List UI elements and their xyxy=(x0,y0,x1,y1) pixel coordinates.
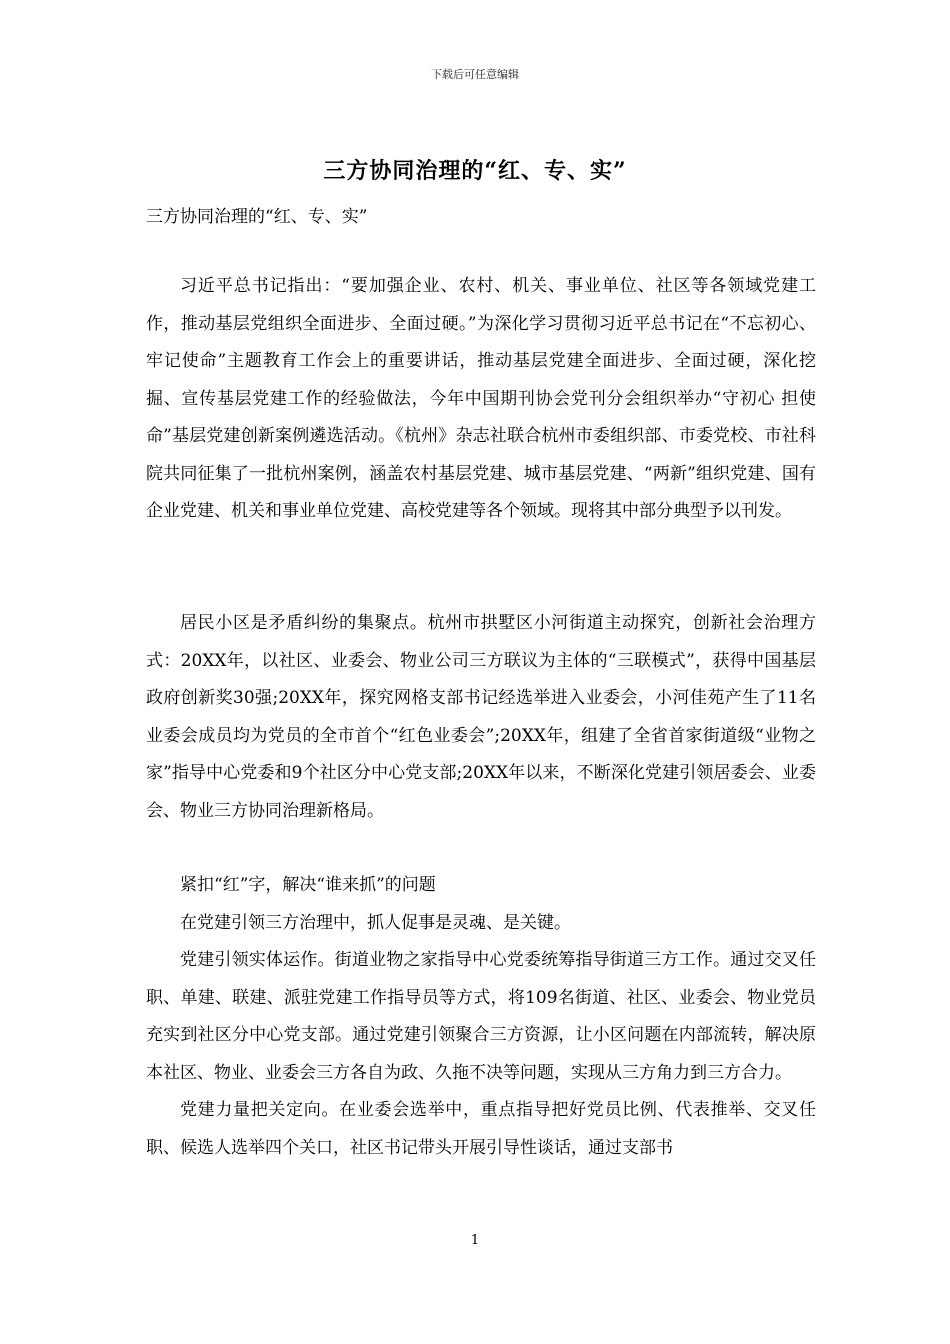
paragraph-4: 党建引领实体运作。街道业物之家指导中心党委统筹指导街道三方工作。通过交叉任职、单建、联建、派驻党建工作指导员等方式，将109名街道、社区、业委会、物业党员充实到社区分中心党支部。通过党建引领聚合三方资源，让小区问题在内部流转，解决原本社区、物业、业委会三方各自为政、久拖不决等问题，实现从三方角力到三方合力。 xyxy=(146,950,816,1083)
paragraph-5: 党建力量把关定向。在业委会选举中，重点指导把好党员比例、代表推举、交叉任职、候选人选举四个关口，社区书记带头开展引导性谈话，通过支部书 xyxy=(146,1100,816,1158)
section-heading: 紧扣“红”字，解决“谁来抓”的问题 xyxy=(180,875,436,895)
intro-block xyxy=(146,268,816,531)
page-header-note: 下载后可任意编辑 xyxy=(431,68,519,81)
document-title: 三方协同治理的“红、专、实” xyxy=(323,158,627,184)
intro-paragraph: 习近平总书记指出：“要加强企业、农村、机关、事业单位、社区等各领域党建工作，推动基层党组织全面进步、全面过硬。”为深化学习贯彻习近平总书记在“不忘初心、牢记使命”主题教育工作会上的重要讲话，推动基层党建全面进步、全面过硬，深化挖掘、宣传基层党建工作的经验做法，今年中国期刊协会党刊分会组织举办“守初心 担使命”基层党建创新案例遴选活动。《杭州》杂志社联合杭州市委组织部、市委党校、市社科院共同征集了一批杭州案例，涵盖农村基层党建、城市基层党建、“两新”组织党建、国有企业党建、机关和事业单位党建、高校党建等各个领域。现将其中部分典型予以刊发。 xyxy=(146,276,816,521)
paragraph-2: 居民小区是矛盾纠纷的集聚点。杭州市拱墅区小河街道主动探究，创新社会治理方式：20XX年，以社区、业委会、物业公司三方联议为主体的“三联模式”，获得中国基层政府创新奖30强;20XX年，探究网格支部书记经选举进入业委会，小河佳苑产生了11名业委会成员均为党员的全市首个“红色业委会”;20XX年，组建了全省首家街道级“业物之家”指导中心党委和9个社区分中心党支部;20XX年以来，不断深化党建引领居委会、业委会、物业三方协同治理新格局。 xyxy=(146,613,816,821)
section-block xyxy=(146,867,816,1167)
page-number: 1 xyxy=(470,1233,480,1248)
main-paragraph-block xyxy=(146,605,816,830)
paragraph-3: 在党建引领三方治理中，抓人促事是灵魂、是关键。 xyxy=(180,912,571,933)
document-subtitle: 三方协同治理的“红、专、实” xyxy=(146,207,368,227)
